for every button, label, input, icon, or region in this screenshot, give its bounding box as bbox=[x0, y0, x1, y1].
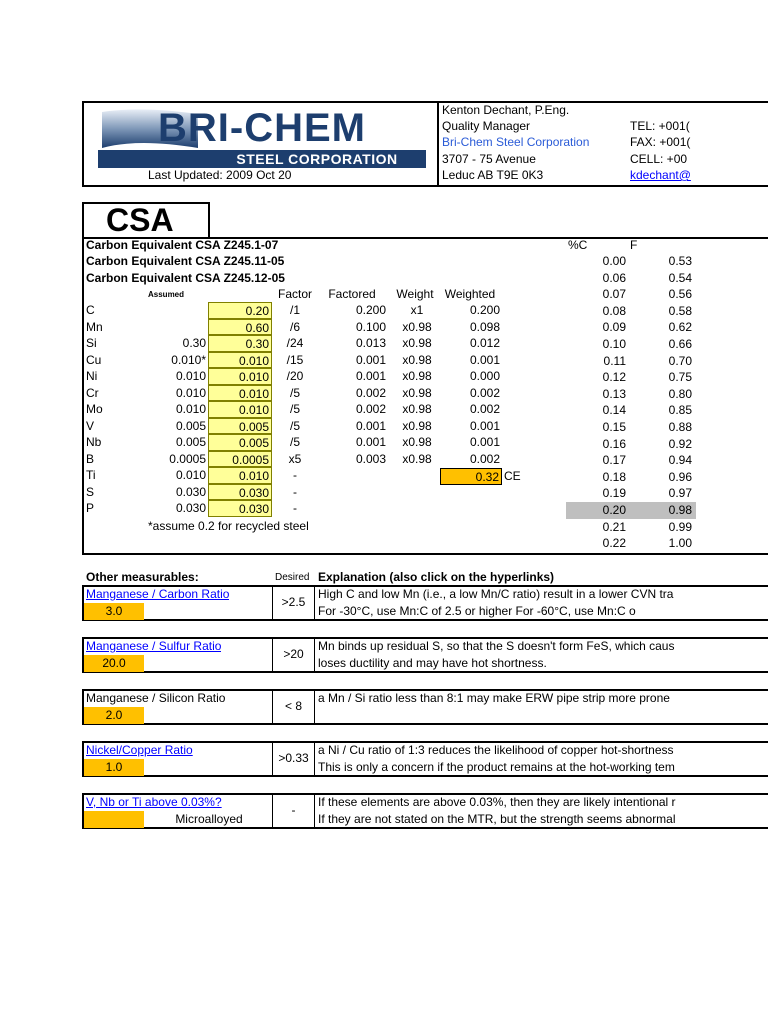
contact-cell: CELL: +00 bbox=[630, 152, 688, 166]
element-factored: 0.001 bbox=[355, 369, 386, 383]
ce-value-cell[interactable]: 0.32 bbox=[440, 468, 502, 485]
measurable-value[interactable]: 2.0 bbox=[84, 707, 144, 724]
element-weighted bbox=[440, 500, 500, 517]
element-weighted: 0.001 bbox=[469, 435, 500, 449]
element-weighted: 0.200 bbox=[469, 303, 500, 317]
measurable-label-link[interactable]: V, Nb or Ti above 0.03%? bbox=[86, 795, 222, 809]
element-assumed: 0.010 bbox=[175, 468, 206, 482]
explanation-header: Explanation (also click on the hyperlinks) bbox=[318, 570, 555, 584]
element-value-input[interactable]: 0.0005 bbox=[208, 451, 272, 468]
f-value: 0.62 bbox=[668, 320, 692, 335]
element-assumed: 0.010 bbox=[175, 369, 206, 383]
element-weight: x0.98 bbox=[402, 418, 432, 433]
f-value: 0.92 bbox=[668, 436, 692, 451]
f-value: 0.75 bbox=[668, 370, 692, 385]
csa-line-1: Carbon Equivalent CSA Z245.1-07 bbox=[86, 238, 279, 252]
weighted-header: Weighted bbox=[444, 287, 496, 301]
element-weighted: 0.002 bbox=[469, 402, 500, 416]
measurable-value-text: Microalloyed bbox=[175, 812, 243, 826]
element-assumed: 0.010 bbox=[175, 385, 206, 400]
element-weighted bbox=[440, 484, 500, 501]
c-value: 0.21 bbox=[602, 519, 626, 534]
element-factored: 0.001 bbox=[355, 435, 386, 449]
measurable-desired: < 8 bbox=[284, 699, 302, 713]
element-weight: x0.98 bbox=[402, 451, 432, 466]
f-value: 0.96 bbox=[668, 469, 692, 484]
measurable-value[interactable]: 1.0 bbox=[84, 759, 144, 776]
measurable-explanation-2: This is only a concern if the product remains at the hot-working tem bbox=[318, 760, 675, 774]
element-weighted: 0.002 bbox=[469, 385, 500, 400]
element-value-input[interactable]: 0.030 bbox=[208, 484, 272, 501]
element-value-input[interactable]: 0.030 bbox=[208, 500, 272, 517]
element-assumed: 0.030 bbox=[175, 501, 206, 515]
c-value: 0.06 bbox=[602, 270, 626, 285]
measurable-explanation-1: Mn binds up residual S, so that the S doesn't form FeS, which caus bbox=[318, 639, 675, 653]
measurable-explanation-2: loses ductility and may have hot shortness. bbox=[318, 656, 547, 670]
element-assumed bbox=[140, 319, 206, 336]
element-symbol: B bbox=[86, 451, 95, 466]
element-factored: 0.003 bbox=[355, 451, 386, 466]
ce-label: CE bbox=[504, 469, 521, 483]
logo-wordmark: BRI-CHEM bbox=[158, 106, 366, 150]
measurable-label: Manganese / Silicon Ratio bbox=[86, 691, 226, 705]
element-symbol: Si bbox=[86, 336, 97, 350]
measurable-explanation-1: a Mn / Si ratio less than 8:1 may make ERW pipe strip more prone bbox=[318, 691, 670, 705]
element-symbol: Cr bbox=[86, 385, 99, 400]
measurable-value[interactable]: 3.0 bbox=[84, 603, 144, 620]
element-factor: - bbox=[293, 468, 297, 482]
c-value: 0.17 bbox=[602, 453, 626, 468]
measurable-value[interactable]: 20.0 bbox=[84, 655, 144, 672]
measurable-label-link[interactable]: Manganese / Sulfur Ratio bbox=[86, 639, 222, 653]
last-updated: Last Updated: 2009 Oct 20 bbox=[148, 168, 292, 182]
c-value: 0.12 bbox=[602, 370, 626, 385]
element-weight bbox=[394, 484, 440, 501]
element-factored: 0.001 bbox=[355, 418, 386, 433]
element-factor: /1 bbox=[289, 303, 300, 317]
company-logo bbox=[98, 108, 426, 168]
element-factor: /20 bbox=[286, 369, 304, 383]
element-weighted: 0.001 bbox=[469, 418, 500, 433]
csa-title: CSA bbox=[106, 202, 174, 238]
measurable-divider-2 bbox=[314, 689, 315, 725]
f-value: 1.00 bbox=[668, 536, 692, 551]
element-symbol: Mo bbox=[86, 402, 103, 416]
element-weight: x0.98 bbox=[402, 336, 432, 350]
f-value: 0.70 bbox=[668, 353, 692, 368]
element-factored bbox=[322, 484, 386, 501]
element-symbol: V bbox=[86, 418, 95, 433]
c-value: 0.19 bbox=[602, 486, 626, 501]
element-symbol: Ti bbox=[86, 468, 96, 482]
element-symbol: S bbox=[86, 484, 95, 499]
element-assumed: 0.0005 bbox=[169, 451, 206, 466]
csa-line-2: Carbon Equivalent CSA Z245.11-05 bbox=[86, 254, 285, 268]
measurable-desired: >2.5 bbox=[281, 595, 306, 609]
element-assumed: 0.005 bbox=[175, 435, 206, 449]
element-value-input[interactable]: 0.010 bbox=[208, 467, 272, 484]
element-factored: 0.002 bbox=[355, 385, 386, 400]
c-value: 0.00 bbox=[602, 254, 626, 268]
measurable-explanation-2 bbox=[318, 707, 696, 724]
contact-name: Kenton Dechant, P.Eng. bbox=[442, 103, 570, 117]
f-value: 0.94 bbox=[668, 453, 692, 468]
element-weight: x0.98 bbox=[402, 352, 432, 367]
contact-street: 3707 - 75 Avenue bbox=[442, 152, 536, 166]
c-header: %C bbox=[568, 238, 588, 252]
element-factored bbox=[322, 467, 386, 484]
element-symbol: Cu bbox=[86, 352, 102, 367]
element-value-input[interactable]: 0.60 bbox=[208, 319, 272, 336]
element-symbol: C bbox=[86, 303, 95, 317]
measurables-heading: Other measurables: bbox=[86, 570, 199, 584]
factored-header: Factored bbox=[328, 287, 376, 301]
element-assumed: 0.010 bbox=[175, 402, 206, 416]
element-factor: - bbox=[293, 484, 297, 499]
factor-header: Factor bbox=[277, 287, 312, 301]
f-value: 0.98 bbox=[668, 503, 692, 517]
measurable-desired: >20 bbox=[283, 647, 304, 661]
element-factor: /5 bbox=[289, 418, 300, 433]
element-symbol: Mn bbox=[86, 319, 103, 334]
c-value: 0.08 bbox=[602, 303, 626, 318]
element-factor: /5 bbox=[289, 402, 300, 416]
element-value-input[interactable]: 0.20 bbox=[208, 302, 272, 319]
measurable-divider-2 bbox=[314, 637, 315, 673]
contact-title: Quality Manager bbox=[442, 119, 531, 133]
element-assumed: 0.30 bbox=[182, 336, 206, 350]
element-factored: 0.100 bbox=[355, 319, 386, 334]
element-assumed: 0.010* bbox=[171, 352, 206, 367]
element-weight: x0.98 bbox=[402, 319, 432, 334]
measurable-divider-2 bbox=[314, 741, 315, 777]
measurable-desired: >0.33 bbox=[278, 751, 309, 765]
element-weighted: 0.012 bbox=[469, 336, 500, 350]
contact-fax: FAX: +001( bbox=[630, 135, 691, 149]
element-assumed bbox=[140, 302, 206, 319]
element-factor: /5 bbox=[289, 435, 300, 449]
footnote: *assume 0.2 for recycled steel bbox=[148, 519, 309, 533]
element-value-input[interactable]: 0.010 bbox=[208, 385, 272, 402]
c-value: 0.16 bbox=[602, 436, 626, 451]
measurable-explanation-1: High C and low Mn (i.e., a low Mn/C ratio) result in a lower CVN tra bbox=[318, 587, 674, 601]
element-factor: - bbox=[293, 501, 297, 515]
element-weight: x0.98 bbox=[402, 385, 432, 400]
f-value: 0.99 bbox=[668, 519, 692, 534]
measurable-explanation-1: If these elements are above 0.03%, then they are likely intentional r bbox=[318, 795, 676, 809]
c-value: 0.07 bbox=[602, 287, 626, 302]
contact-email-link[interactable]: kdechant@ bbox=[630, 168, 691, 182]
element-factor: /5 bbox=[289, 385, 300, 400]
element-assumed: 0.030 bbox=[175, 484, 206, 499]
element-value-input[interactable]: 0.010 bbox=[208, 401, 272, 418]
element-weight: x0.98 bbox=[402, 402, 432, 416]
measurable-explanation-2: If they are not stated on the MTR, but the strength seems abnormal bbox=[318, 812, 676, 826]
assumed-header: Assumed bbox=[148, 290, 185, 299]
element-weight bbox=[394, 500, 440, 517]
element-value-input[interactable]: 0.005 bbox=[208, 434, 272, 451]
c-value: 0.20 bbox=[602, 503, 626, 517]
c-value: 0.10 bbox=[602, 337, 626, 351]
f-value: 0.54 bbox=[668, 270, 692, 285]
weight-header: Weight bbox=[396, 287, 434, 301]
c-value: 0.13 bbox=[602, 386, 626, 401]
element-factored bbox=[322, 500, 386, 517]
element-weighted: 0.002 bbox=[469, 451, 500, 466]
element-factor: /24 bbox=[286, 336, 304, 350]
measurable-desired: - bbox=[291, 803, 296, 817]
f-value: 0.80 bbox=[668, 386, 692, 401]
element-assumed: 0.005 bbox=[175, 418, 206, 433]
element-factor: /15 bbox=[286, 352, 304, 367]
element-weight: x0.98 bbox=[402, 435, 432, 449]
f-value: 0.85 bbox=[668, 403, 692, 418]
measurable-value[interactable] bbox=[84, 811, 144, 828]
c-value: 0.22 bbox=[602, 536, 626, 551]
element-factored: 0.013 bbox=[355, 336, 386, 350]
element-value-input[interactable]: 0.30 bbox=[208, 335, 272, 352]
c-value: 0.14 bbox=[602, 403, 626, 418]
measurable-explanation-1: a Ni / Cu ratio of 1:3 reduces the likelihood of copper hot-shortness bbox=[318, 743, 674, 757]
element-symbol: Nb bbox=[86, 435, 102, 449]
header-divider bbox=[437, 101, 439, 187]
element-weight bbox=[394, 467, 440, 484]
measurable-divider-2 bbox=[314, 585, 315, 621]
measurable-label-link[interactable]: Nickel/Copper Ratio bbox=[86, 743, 193, 757]
f-value: 0.97 bbox=[668, 486, 692, 501]
element-weight: x0.98 bbox=[402, 369, 432, 383]
f-header: F bbox=[630, 238, 638, 252]
measurable-divider-2 bbox=[314, 793, 315, 829]
desired-header: Desired bbox=[275, 572, 310, 583]
element-value-input[interactable]: 0.005 bbox=[208, 418, 272, 435]
element-weighted: 0.000 bbox=[469, 369, 500, 383]
f-value: 0.58 bbox=[668, 303, 692, 318]
element-weight: x1 bbox=[410, 303, 424, 317]
f-value: 0.88 bbox=[668, 420, 692, 434]
c-value: 0.18 bbox=[602, 469, 626, 484]
element-factor: x5 bbox=[288, 451, 302, 466]
c-value: 0.11 bbox=[603, 353, 626, 368]
element-symbol: P bbox=[86, 501, 95, 515]
logo-subtitle: STEEL CORPORATION bbox=[236, 151, 398, 167]
contact-company: Bri-Chem Steel Corporation bbox=[442, 135, 590, 149]
element-factored: 0.200 bbox=[355, 303, 386, 317]
element-symbol: Ni bbox=[86, 369, 98, 383]
c-value: 0.15 bbox=[602, 420, 626, 434]
element-factored: 0.001 bbox=[355, 352, 386, 367]
element-factored: 0.002 bbox=[355, 402, 386, 416]
measurable-label-link[interactable]: Manganese / Carbon Ratio bbox=[86, 587, 230, 601]
element-weighted: 0.098 bbox=[469, 319, 500, 334]
element-value-input[interactable]: 0.010 bbox=[208, 352, 272, 369]
element-value-input[interactable]: 0.010 bbox=[208, 368, 272, 385]
measurable-explanation-2: For -30°C, use Mn:C of 2.5 or higher For -60°C, use Mn:C o bbox=[318, 604, 636, 618]
f-value: 0.66 bbox=[668, 337, 692, 351]
f-value: 0.53 bbox=[668, 254, 692, 268]
csa-line-3: Carbon Equivalent CSA Z245.12-05 bbox=[86, 271, 285, 285]
c-value: 0.09 bbox=[602, 320, 626, 335]
element-factor: /6 bbox=[289, 319, 300, 334]
contact-tel: TEL: +001( bbox=[630, 119, 690, 133]
element-weighted: 0.001 bbox=[469, 352, 500, 367]
f-value: 0.56 bbox=[668, 287, 692, 302]
contact-city: Leduc AB T9E 0K3 bbox=[442, 168, 544, 182]
